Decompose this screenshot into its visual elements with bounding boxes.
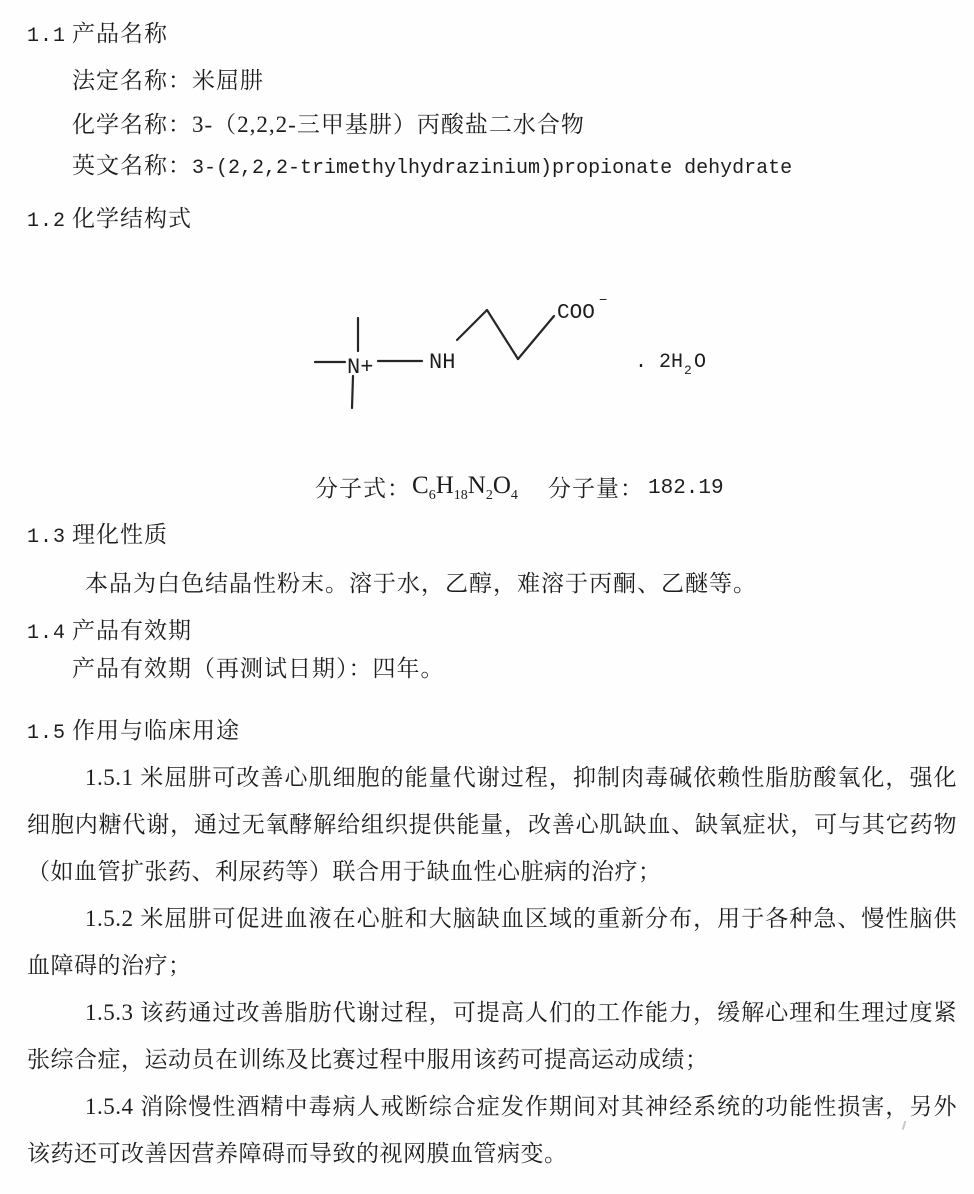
section-title: 作用与临床用途 xyxy=(72,718,240,743)
coo-charge-label: − xyxy=(599,293,608,309)
chain-bond-2 xyxy=(487,310,518,359)
section-heading-1-1 xyxy=(27,15,168,48)
methyl-bond-down xyxy=(352,376,353,408)
molecular-weight-label: 分子量： xyxy=(548,476,644,501)
section-number: 1.5 xyxy=(27,722,67,745)
section-number: 1.2 xyxy=(27,210,67,233)
section-title: 产品有效期 xyxy=(72,618,192,643)
chain-bond-3 xyxy=(518,316,554,359)
clinical-use-paragraphs xyxy=(27,754,957,1177)
section-heading-1-3 xyxy=(27,516,168,549)
physical-properties-line: 本品为白色结晶性粉末。溶于水，乙醇，难溶于丙酮、乙醚等。 xyxy=(85,571,757,596)
clinical-paragraph-1-5-1: 1.5.1 米屈肼可改善心肌细胞的能量代谢过程，抑制肉毒碱依赖性脂肪酸氧化，强化细胞内糖代谢，通过无氧酵解给组织提供能量，改善心肌缺血、缺氧症状，可与其它药物（如血管扩张药、利尿药等）联合用于缺血性心脏病的治疗； xyxy=(27,765,957,884)
formula-n: N xyxy=(467,472,486,499)
chemical-name-line: 化学名称：3-（2,2,2-三甲基肼）丙酸盐二水合物 xyxy=(72,112,585,137)
formula-o: O xyxy=(492,472,511,499)
hydrate-label: . 2H xyxy=(635,351,684,374)
english-name-line xyxy=(72,152,792,181)
chain-bond-1 xyxy=(457,310,487,340)
formula-n-sub: 2 xyxy=(485,488,493,503)
molecular-formula-label: 分子式： xyxy=(315,476,411,501)
coo-label: COO xyxy=(557,302,595,325)
formula-c: C xyxy=(412,472,429,499)
clinical-paragraph-1-5-4: 1.5.4 消除慢性酒精中毒病人戒断综合症发作期间对其神经系统的功能性损害，另外该药还可改善因营养障碍而导致的视网膜血管病变。 xyxy=(27,1094,957,1166)
section-title: 理化性质 xyxy=(72,522,168,547)
clinical-paragraph-1-5-2: 1.5.2 米屈肼可促进血液在心脏和大脑缺血区域的重新分布，用于各种急、慢性脑供血障碍的治疗； xyxy=(27,906,957,978)
nitrogen-plus-label: N+ xyxy=(347,355,374,380)
section-heading-1-5 xyxy=(27,712,240,745)
formula-h-sub: 18 xyxy=(453,488,468,503)
english-name-value: 3-(2,2,2-trimethylhydrazinium)propionate dehydrate xyxy=(192,157,793,180)
english-name-label: 英文名称： xyxy=(72,153,192,178)
legal-name-line: 法定名称：米屈肼 xyxy=(72,68,264,93)
section-number: 1.3 xyxy=(27,526,67,549)
molecular-weight-value: 182.19 xyxy=(648,477,724,500)
clinical-paragraph-1-5-3: 1.5.3 该药通过改善脂肪代谢过程，可提高人们的工作能力，缓解心理和生理过度紧张综合症，运动员在训练及比赛过程中服用该药可提高运动成绩； xyxy=(27,1000,957,1072)
section-heading-1-4 xyxy=(27,612,192,645)
validity-line: 产品有效期（再测试日期）：四年。 xyxy=(72,656,445,681)
nh-label: NH xyxy=(429,350,456,375)
section-heading-1-2 xyxy=(27,200,192,233)
formula-c-sub: 6 xyxy=(428,488,436,503)
section-title: 产品名称 xyxy=(72,21,168,46)
formula-h: H xyxy=(435,472,454,499)
formula-o-sub: 4 xyxy=(510,488,518,503)
hydrate-oxygen: O xyxy=(694,351,707,374)
section-number: 1.1 xyxy=(27,25,67,48)
chemical-structure-drawing xyxy=(290,283,720,433)
hydrate-subscript: 2 xyxy=(684,363,692,378)
section-title: 化学结构式 xyxy=(72,206,192,231)
section-number: 1.4 xyxy=(27,622,67,645)
molecular-formula-value xyxy=(412,472,518,503)
